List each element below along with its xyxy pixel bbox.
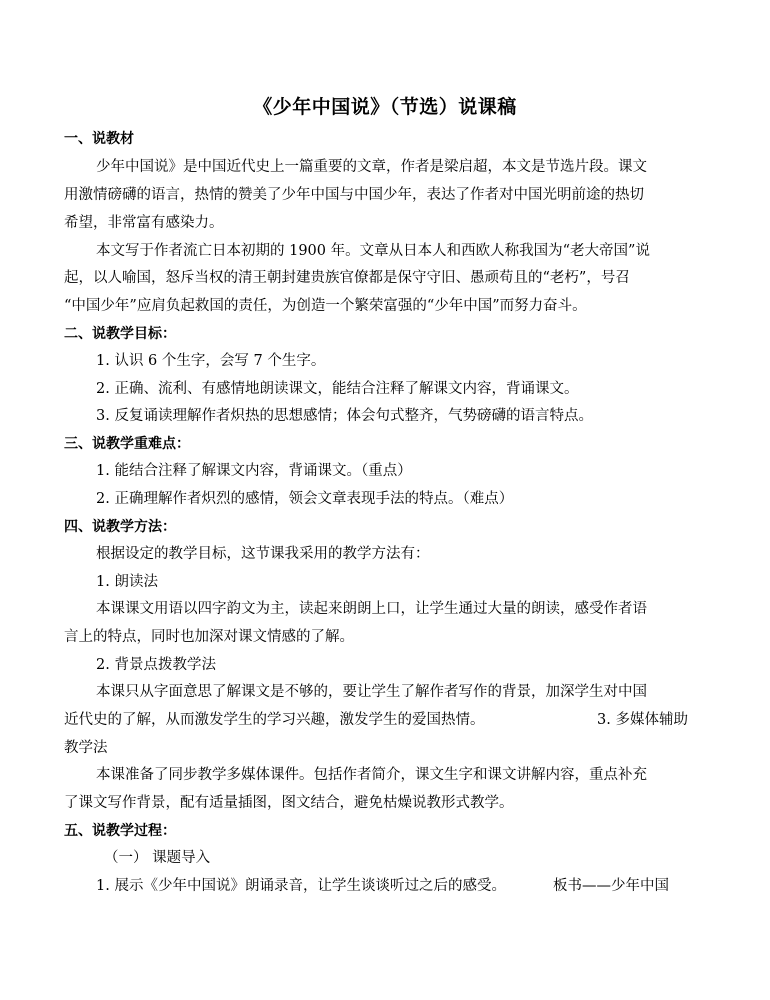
list-item: 1. 能结合注释了解课文内容，背诵课文。（重点）: [96, 463, 412, 479]
section-heading-5: 五、说教学过程：: [64, 823, 176, 839]
paragraph-line: 近代史的了解，从而激发学生的学习兴趣，激发学生的爱国热情。: [64, 712, 485, 728]
section-heading-1: 一、说教材: [64, 131, 134, 147]
paragraph-line: 本课准备了同步教学多媒体课件。包括作者简介，课文生字和课文讲解内容，重点补充: [96, 767, 647, 783]
subsection-heading: （一） 课题导入: [104, 850, 211, 866]
paragraph-line: 了课文写作背景，配有适量插图，图文结合，避免枯燥说教形式教学。: [64, 795, 514, 811]
paragraph-line: 教学法: [64, 740, 108, 756]
paragraph-line: 本课课文用语以四字韵文为主，读起来朗朗上口，让学生通过大量的朗读，感受作者语: [96, 601, 647, 617]
method-title: 3. 多媒体辅助: [597, 712, 688, 728]
paragraph-line: 本文写于作者流亡日本初期的 1900 年。文章从日本人和西欧人称我国为“老大帝国”说: [96, 243, 650, 259]
paragraph-line: 希望，非常富有感染力。: [64, 215, 224, 231]
paragraph-line: 本课只从字面意思了解课文是不够的，要让学生了解作者写作的背景，加深学生对中国: [96, 684, 647, 700]
section-heading-4: 四、说教学方法：: [64, 519, 176, 535]
section-heading-3: 三、说教学重难点：: [64, 436, 190, 452]
paragraph-line: “中国少年”应肩负起救国的责任，为创造一个繁荣富强的“少年中国”而努力奋斗。: [64, 298, 587, 314]
method-title: 1. 朗读法: [96, 574, 158, 590]
paragraph-line-tail: 板书——少年中国: [553, 878, 669, 894]
list-item: 2. 正确、流利、有感情地朗读课文，能结合注释了解课文内容，背诵课文。: [96, 381, 579, 397]
method-title: 2. 背景点拨教学法: [96, 657, 216, 673]
paragraph-line: 少年中国说》是中国近代史上一篇重要的文章，作者是梁启超，本文是节选片段。课文: [96, 159, 647, 175]
paragraph-line: 1. 展示《少年中国说》朗诵录音，让学生谈谈听过之后的感受。: [96, 878, 506, 894]
section-heading-2: 二、说教学目标：: [64, 326, 176, 342]
list-item: 1. 认识 6 个生字，会写 7 个生字。: [96, 353, 326, 369]
paragraph-line: 起，以人喻国，怒斥当权的清王朝封建贵族官僚都是保守守旧、愚顽苟且的“老朽”，号召: [64, 270, 630, 286]
list-item: 2. 正确理解作者炽烈的感情，领会文章表现手法的特点。（难点）: [96, 491, 514, 507]
document-title: 《少年中国说》（节选）说课稿: [253, 96, 517, 118]
paragraph-line: 用激情磅礴的语言，热情的赞美了少年中国与中国少年，表达了作者对中国光明前途的热切: [64, 187, 644, 203]
paragraph-line: 根据设定的教学目标，这节课我采用的教学方法有：: [96, 546, 430, 562]
list-item: 3. 反复诵读理解作者炽热的思想感情；体会句式整齐，气势磅礴的语言特点。: [96, 408, 593, 424]
paragraph-line: 言上的特点，同时也加深对课文情感的了解。: [64, 629, 354, 645]
